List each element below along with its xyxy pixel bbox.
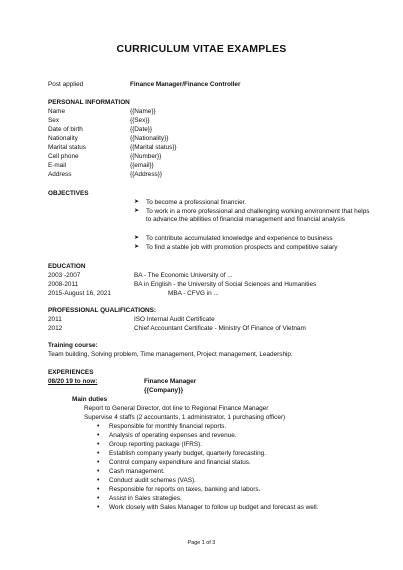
duty-item: Analysis of operating expenses and revenue. — [109, 432, 237, 439]
qualification-detail: Chief Accountant Certificate - Ministry Of Finance of Vietnam — [134, 325, 306, 332]
objectives-heading: OBJECTIVES — [48, 190, 89, 197]
objective-item: To find a stable job with promotion prospects and competitive salary — [146, 244, 338, 251]
experience-company: {{Company}} — [144, 387, 184, 394]
duty-item: Assist in Sales strategies. — [109, 495, 182, 502]
personal-label: Name — [48, 108, 66, 115]
bullet-icon: • — [97, 495, 100, 502]
personal-value: {{Nationality}} — [130, 135, 169, 142]
education-period: 2015-August 16, 2021 — [48, 290, 111, 297]
arrow-bullet-icon: ➤ — [134, 199, 140, 205]
training-heading: Training course: — [48, 342, 98, 349]
bullet-icon: • — [97, 441, 100, 448]
bullet-icon: • — [97, 486, 100, 493]
duty-item: Cash management. — [109, 468, 165, 475]
supervise-line: Supervise 4 staffs (2 accountants, 1 administrator, 1 purchasing officer) — [84, 414, 286, 421]
education-detail: BA in English - the University of Social Sciences and Humanities — [134, 281, 317, 288]
personal-label: Cell phone — [48, 153, 79, 160]
report-line: Report to General Director, dot line to Regional Finance Manager — [84, 405, 269, 412]
bullet-icon: • — [97, 450, 100, 457]
bullet-icon: • — [97, 423, 100, 430]
arrow-bullet-icon: ➤ — [134, 235, 140, 241]
duty-item: Group reporting package (IFRS). — [109, 441, 203, 448]
duty-item: Work closely with Sales Manager to follow up budget and forecast as well. — [109, 504, 319, 511]
education-period: 2003 -2007 — [48, 272, 81, 279]
document-title: CURRICULUM VITAE EXAMPLES — [116, 43, 287, 55]
bullet-icon: • — [97, 459, 100, 466]
personal-value: {{Number}} — [130, 153, 162, 160]
personal-value: {{Address}} — [130, 171, 162, 178]
objective-item: To work in a more professional and challenging working environment that helps to advance the abilities of financial management and financial analysis — [146, 208, 370, 223]
training-text: Team building, Solving problem, Time management, Project management, Leadership. — [48, 351, 293, 358]
duty-item: Responsible for monthly financial reports. — [109, 423, 227, 430]
duty-item: Responsible for reports on taxes, banking and labors. — [109, 486, 261, 493]
education-period: 2008-2011 — [48, 281, 79, 288]
education-detail: BA - The Economic University of ... — [134, 272, 233, 279]
personal-value: {{Date}} — [130, 126, 153, 133]
arrow-bullet-icon: ➤ — [134, 208, 140, 214]
post-applied-label: Post applied — [48, 81, 84, 88]
main-duties-heading: Main duties — [72, 396, 108, 403]
personal-label: Sex — [48, 117, 60, 124]
post-applied-value: Finance Manager/Finance Controller — [130, 81, 241, 88]
personal-info-heading: PERSONAL INFORMATION — [48, 99, 130, 106]
bullet-icon: • — [97, 468, 100, 475]
duty-item: Conduct audit schemes (VAS). — [109, 477, 196, 484]
duty-item: Establish company yearly budget, quarterly forecasting. — [109, 450, 267, 457]
experiences-heading: EXPERIENCES — [48, 369, 94, 376]
arrow-bullet-icon: ➤ — [134, 244, 140, 250]
qualification-year: 2011 — [48, 316, 62, 323]
personal-label: Marital status — [48, 144, 87, 151]
qualification-detail: ISO Internal Audit Certificate — [134, 316, 215, 323]
personal-label: E-mail — [48, 162, 67, 169]
personal-label: Nationality — [48, 135, 78, 142]
education-heading: EDUCATION — [48, 263, 86, 270]
education-detail: MBA - CFVG in ... — [168, 290, 219, 297]
qualifications-heading: PROFESSIONAL QUALIFICATIONS: — [48, 307, 157, 314]
personal-value: {{Sex}} — [130, 117, 150, 124]
objective-item: To contribute accumulated knowledge and experience to business — [146, 235, 333, 242]
bullet-icon: • — [97, 504, 100, 511]
experience-position: Finance Manager — [144, 378, 197, 385]
duty-item: Control company expenditure and financial status. — [109, 459, 251, 466]
qualification-year: 2012 — [48, 325, 63, 332]
personal-label: Address — [48, 171, 72, 178]
personal-value: {{email}} — [130, 162, 154, 169]
bullet-icon: • — [97, 477, 100, 484]
personal-value: {{Name}} — [130, 108, 156, 115]
personal-label: Date of birth — [48, 126, 83, 133]
objective-item: To become a professional financier. — [146, 199, 247, 206]
bullet-icon: • — [97, 432, 100, 439]
page-number: Page 1 of 3 — [187, 540, 216, 546]
experience-period: 08/20 19 to now: — [48, 378, 98, 385]
personal-value: {{Marital status}} — [130, 144, 177, 151]
